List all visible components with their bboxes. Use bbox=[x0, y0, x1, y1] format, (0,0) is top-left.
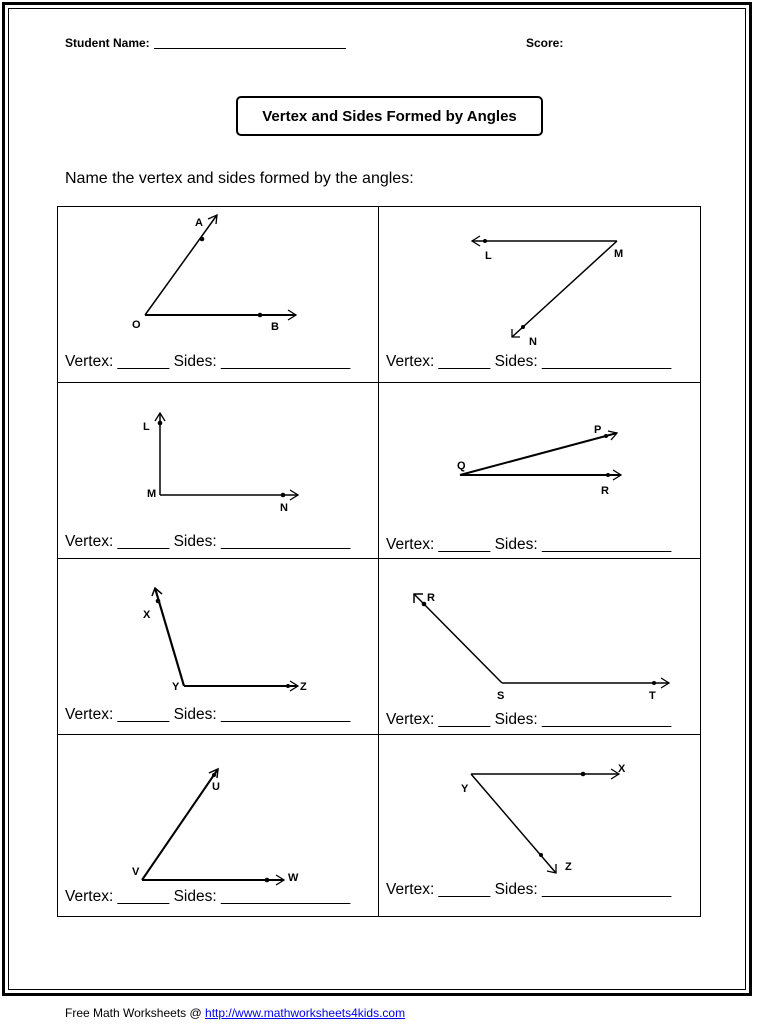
point-label: Z bbox=[300, 681, 307, 693]
point-label: O bbox=[132, 319, 141, 331]
angle-cell-4 bbox=[378, 382, 701, 559]
worksheet-title: Vertex and Sides Formed by Angles bbox=[236, 96, 543, 136]
vertex-sides-prompt[interactable]: Vertex: ______ Sides: _______________ bbox=[386, 881, 672, 898]
point-label: M bbox=[614, 248, 624, 260]
angle-cell-6 bbox=[378, 558, 701, 735]
point-label: Z bbox=[565, 861, 572, 873]
angle-cell-2 bbox=[378, 206, 701, 383]
vertex-sides-prompt[interactable]: Vertex: ______ Sides: _______________ bbox=[65, 706, 351, 723]
point-label: L bbox=[143, 421, 150, 433]
point-label: B bbox=[271, 321, 279, 333]
vertex-sides-prompt[interactable]: Vertex: ______ Sides: _______________ bbox=[386, 536, 672, 553]
point-label: P bbox=[594, 424, 602, 436]
footer bbox=[65, 1006, 405, 1020]
point-label: X bbox=[618, 763, 626, 775]
point-label: A bbox=[195, 217, 203, 229]
angle-cell-5 bbox=[57, 558, 379, 735]
student-name-field bbox=[65, 36, 346, 50]
point-label: X bbox=[143, 609, 151, 621]
point-label: U bbox=[212, 781, 220, 793]
angle-cell-3 bbox=[57, 382, 379, 559]
angle-figure-4 bbox=[379, 383, 702, 560]
instruction-text: Name the vertex and sides formed by the angles: bbox=[65, 170, 414, 187]
vertex-sides-prompt[interactable]: Vertex: ______ Sides: _______________ bbox=[386, 711, 672, 728]
vertex-sides-prompt[interactable]: Vertex: ______ Sides: _______________ bbox=[386, 353, 672, 370]
point-label: S bbox=[497, 690, 505, 702]
vertex-sides-prompt[interactable]: Vertex: ______ Sides: _______________ bbox=[65, 888, 351, 905]
student-name-blank[interactable] bbox=[154, 36, 346, 49]
footer-link[interactable]: http://www.mathworksheets4kids.com bbox=[205, 1006, 406, 1020]
point-label: T bbox=[649, 690, 656, 702]
point-label: Y bbox=[461, 783, 469, 795]
point-label: N bbox=[280, 502, 288, 514]
vertex-sides-prompt[interactable]: Vertex: ______ Sides: _______________ bbox=[65, 353, 351, 370]
point-label: W bbox=[288, 872, 299, 884]
point-label: N bbox=[529, 336, 537, 348]
vertex-sides-prompt[interactable]: Vertex: ______ Sides: _______________ bbox=[65, 533, 351, 550]
point-label: R bbox=[601, 485, 609, 497]
point-label: L bbox=[485, 250, 492, 262]
angle-figure-6 bbox=[379, 559, 702, 736]
angles-grid bbox=[57, 206, 701, 917]
point-label: Q bbox=[457, 460, 466, 472]
point-label: V bbox=[132, 866, 140, 878]
student-name-label: Student Name: bbox=[65, 36, 150, 50]
angle-cell-7 bbox=[57, 734, 379, 917]
angle-cell-8 bbox=[378, 734, 701, 917]
angle-cell-1 bbox=[57, 206, 379, 383]
point-label: M bbox=[147, 488, 157, 500]
point-label: R bbox=[427, 592, 435, 604]
point-label: Y bbox=[172, 681, 180, 693]
score-label: Score: bbox=[526, 36, 564, 50]
footer-text: Free Math Worksheets @ bbox=[65, 1006, 206, 1020]
